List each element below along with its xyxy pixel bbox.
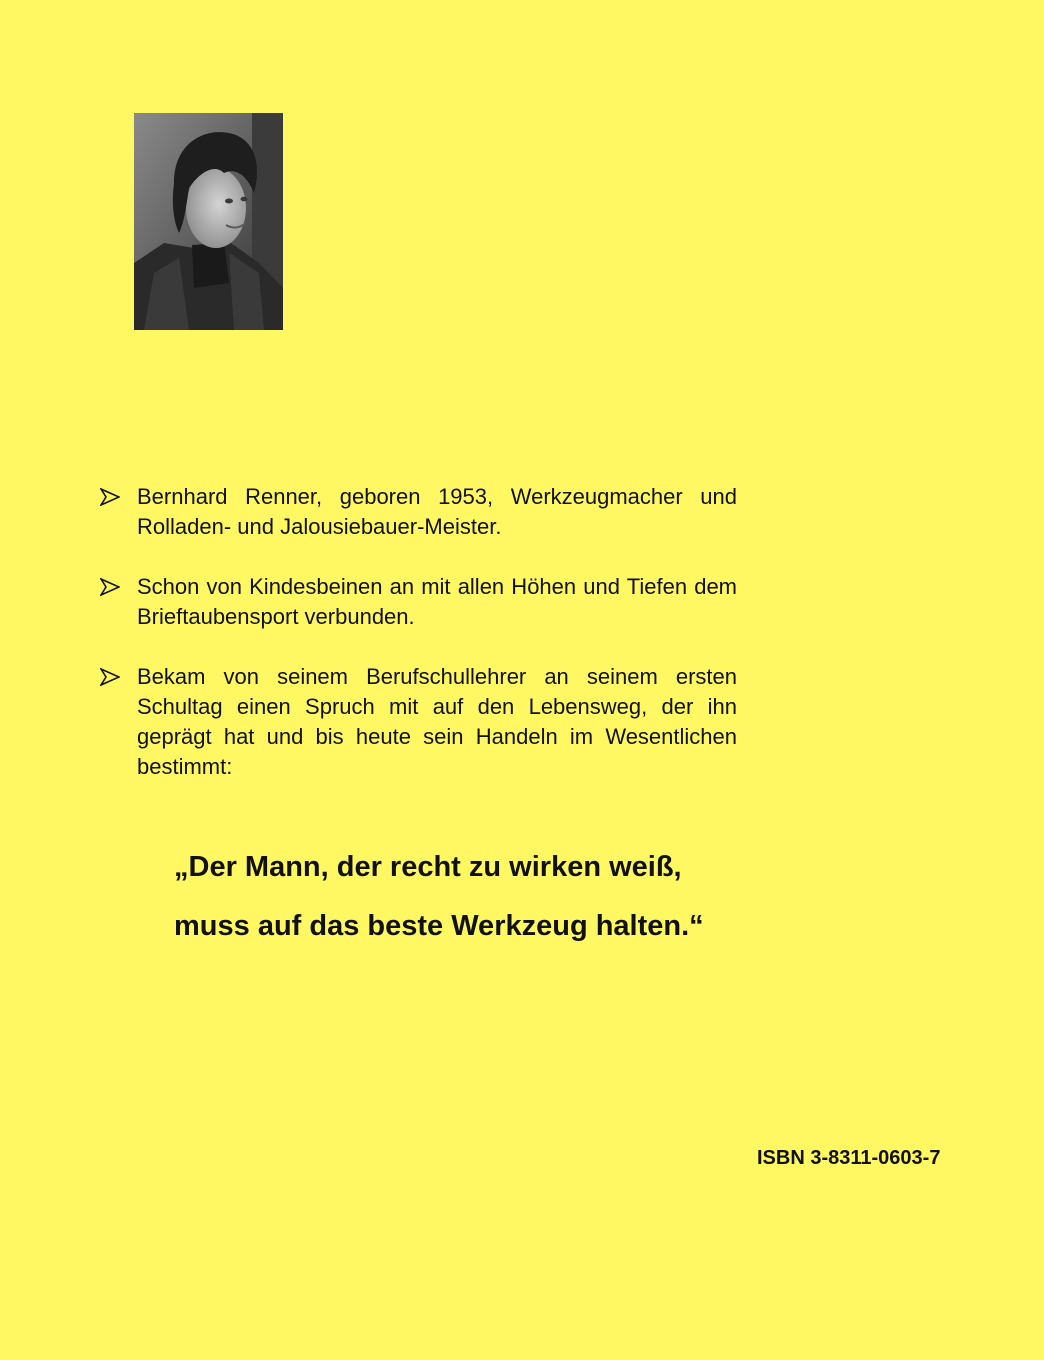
arrowhead-bullet-icon: [100, 488, 120, 506]
author-portrait-image: [134, 113, 283, 330]
arrowhead-bullet-icon: [100, 578, 120, 596]
motto-quote-line: muss auf das beste Werkzeug halten.“: [174, 910, 704, 942]
bio-bullet-text: Bernhard Renner, geboren 1953, Werkzeugmacher und Rolladen- und Jalousiebauer-Meister.: [137, 484, 737, 539]
arrowhead-bullet-icon: [100, 668, 120, 686]
bio-bullet: [100, 662, 737, 782]
bio-bullet-text: Bekam von seinem Berufschullehrer an seinem ersten Schultag einen Spruch mit auf den Lebensweg, der ihn geprägt hat und bis heute sein Handeln im Wesentlichen bestimmt:: [137, 664, 737, 779]
bio-bullet: [100, 572, 737, 632]
isbn-number: ISBN 3-8311-0603-7: [757, 1147, 941, 1169]
bio-bullet-list: [100, 482, 737, 812]
motto-quote: [174, 838, 874, 956]
motto-quote-line: „Der Mann, der recht zu wirken weiß,: [174, 851, 682, 883]
bio-bullet: [100, 482, 737, 542]
author-photo: [134, 113, 283, 330]
bio-bullet-text: Schon von Kindesbeinen an mit allen Höhen und Tiefen dem Brieftaubensport verbunden.: [137, 574, 737, 629]
